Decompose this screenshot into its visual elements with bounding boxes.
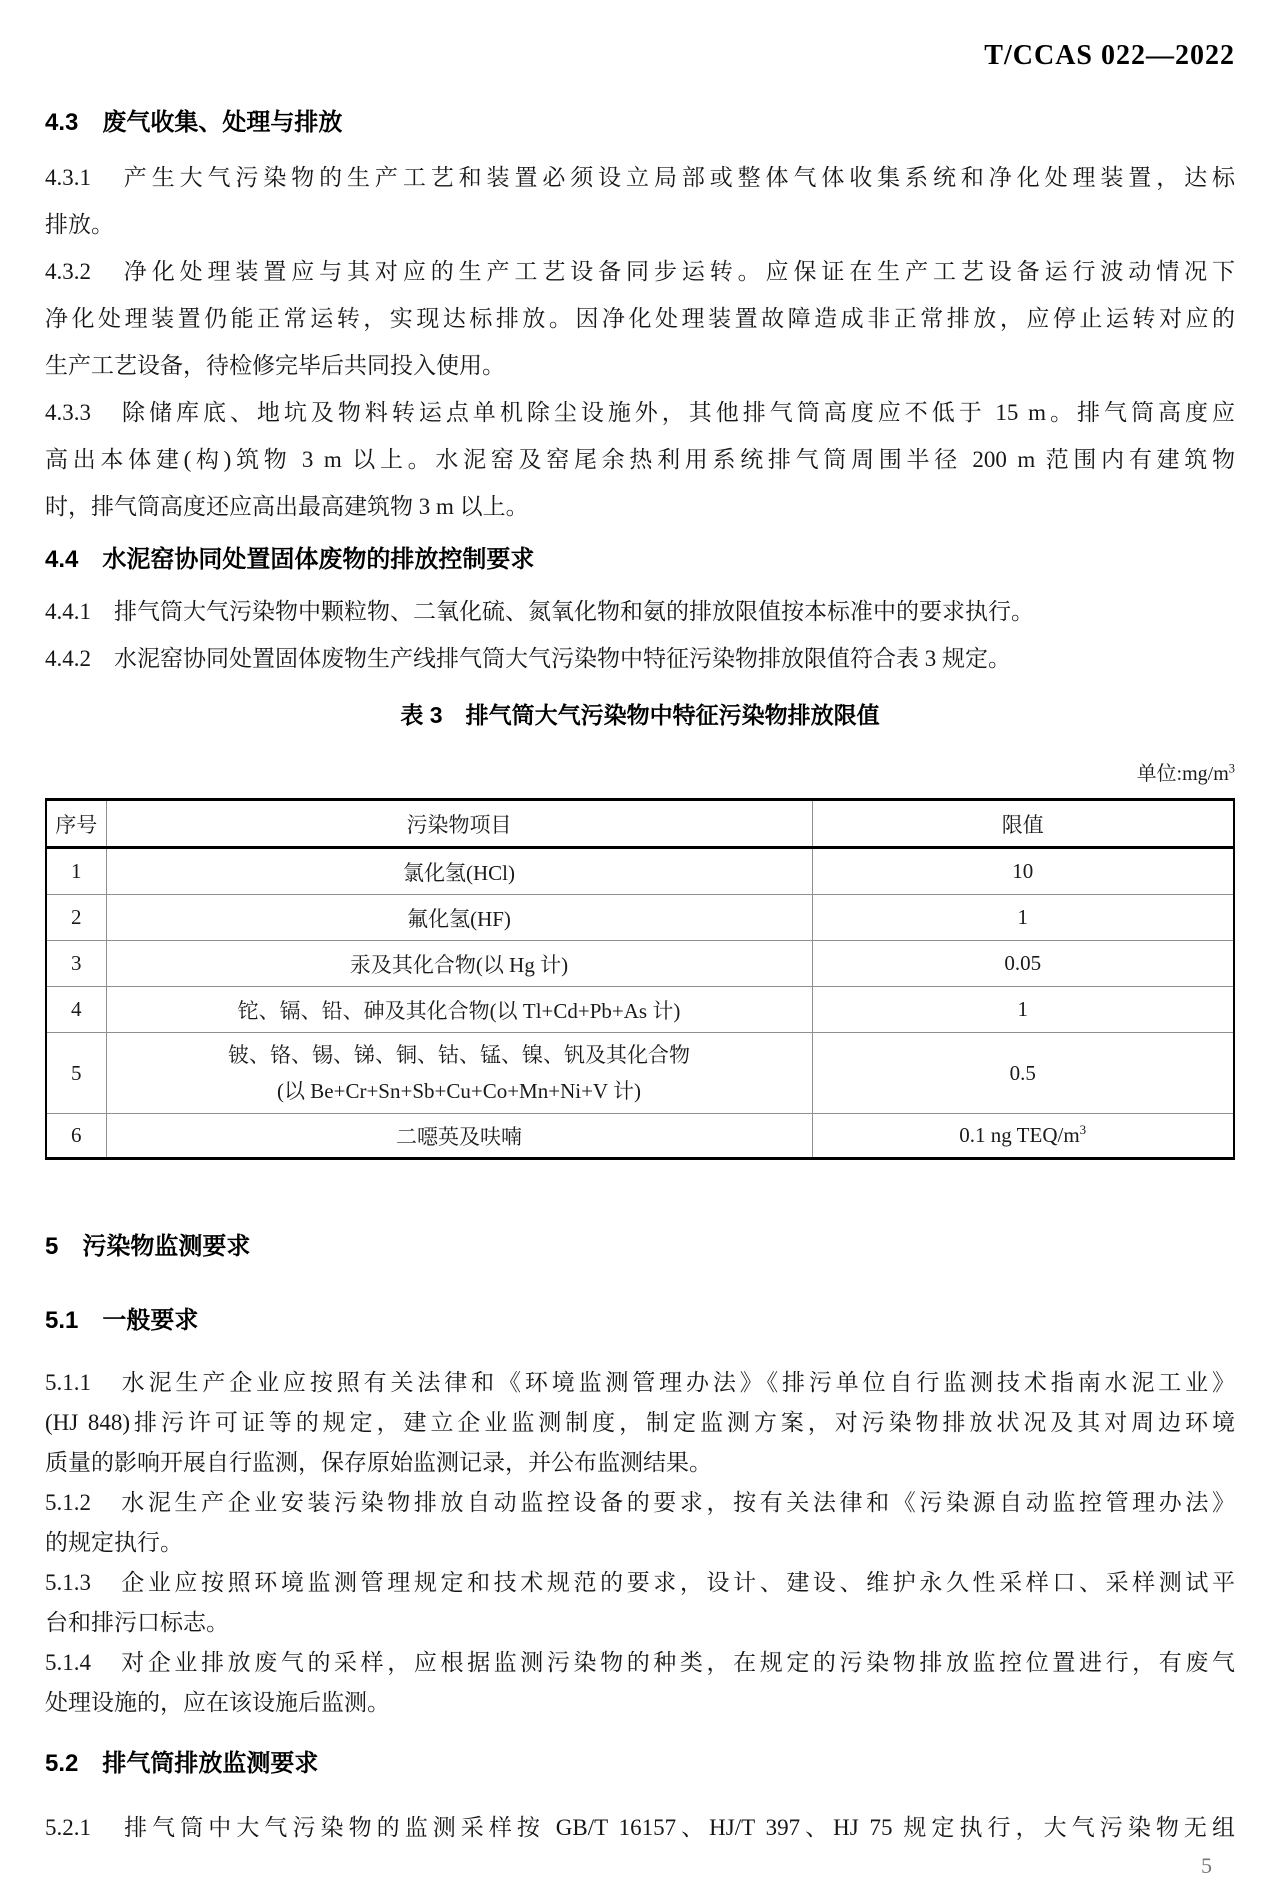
paragraph-4-3-1 (45, 154, 1235, 248)
cell-no: 4 (46, 987, 106, 1033)
text-line: 时，排气筒高度还应高出最高建筑物 3 m 以上。 (45, 494, 529, 519)
text-line: 5.1.1 水泥生产企业应按照有关法律和《环境监测管理办法》《排污单位自行监测技术指南水泥工业》 (45, 1370, 1235, 1395)
paragraph-4-4-2 (45, 635, 1235, 682)
text-line: 4.4.2 水泥窑协同处置固体废物生产线排气筒大气污染物中特征污染物排放限值符合表 3 规定。 (45, 646, 1011, 671)
item-line-1: 铍、铬、锡、锑、铜、钴、锰、镍、钒及其化合物 (228, 1043, 690, 1067)
paragraph-4-3-2 (45, 248, 1235, 389)
doc-code-header: T/CCAS 022—2022 (984, 40, 1235, 71)
cell-limit: 10 (812, 848, 1234, 895)
cell-no: 6 (46, 1114, 106, 1159)
table-row (46, 848, 1234, 895)
limit-superscript: 3 (1079, 1122, 1087, 1137)
text-line: 排放。 (45, 212, 114, 237)
cell-limit: 0.5 (812, 1033, 1234, 1114)
table-row (46, 1033, 1234, 1114)
header-cell-no: 序号 (46, 800, 106, 848)
cell-item: 氟化氢(HF) (106, 895, 812, 941)
cell-limit (812, 1114, 1234, 1159)
text-line: 净化处理装置仍能正常运转，实现达标排放。因净化处理装置故障造成非正常排放，应停止运转对应的 (45, 306, 1235, 331)
unit-superscript: 3 (1228, 761, 1235, 776)
paragraph-4-4-1 (45, 588, 1235, 635)
text-line: 高出本体建(构)筑物 3 m 以上。水泥窑及窑尾余热利用系统排气筒周围半径 200 m 范围内有建筑物 (45, 447, 1235, 472)
limit-text: 0.1 ng TEQ/m (959, 1123, 1080, 1147)
text-line: 4.3.2 净化处理装置应与其对应的生产工艺设备同步运转。应保证在生产工艺设备运行波动情况下 (45, 259, 1235, 284)
paragraph-5-1-2 (45, 1483, 1235, 1563)
heading-5-1: 5.1 一般要求 (45, 1307, 199, 1334)
heading-4-4: 4.4 水泥窑协同处置固体废物的排放控制要求 (45, 546, 535, 573)
cell-no: 2 (46, 895, 106, 941)
header-cell-item: 污染物项目 (106, 800, 812, 848)
item-line-2: (以 Be+Cr+Sn+Sb+Cu+Co+Mn+Ni+V 计) (277, 1079, 641, 1103)
text-line: 5.1.4 对企业排放废气的采样，应根据监测污染物的种类，在规定的污染物排放监控位置进行，有废气 (45, 1650, 1235, 1675)
paragraph-5-2-1 (45, 1808, 1235, 1848)
text-line: 的规定执行。 (45, 1530, 183, 1555)
text-line: 4.3.1 产生大气污染物的生产工艺和装置必须设立局部或整体气体收集系统和净化处理装置，达标 (45, 165, 1235, 190)
paragraph-5-1-4 (45, 1643, 1235, 1723)
text-line: 处理设施的，应在该设施后监测。 (45, 1690, 390, 1715)
cell-item (106, 1033, 812, 1114)
text-line: 5.1.3 企业应按照环境监测管理规定和技术规范的要求，设计、建设、维护永久性采样口、采样测试平 (45, 1570, 1235, 1595)
unit-text: 单位:mg/m (1136, 763, 1229, 785)
heading-5-2: 5.2 排气筒排放监测要求 (45, 1750, 319, 1777)
table-row (46, 941, 1234, 987)
page-number: 5 (1201, 1853, 1212, 1878)
cell-item: 汞及其化合物(以 Hg 计) (106, 941, 812, 987)
text-line: 5.2.1 排气筒中大气污染物的监测采样按 GB/T 16157、HJ/T 397、HJ 75 规定执行，大气污染物无组 (45, 1815, 1235, 1840)
table-row (46, 987, 1234, 1033)
cell-no: 3 (46, 941, 106, 987)
text-line: 4.4.1 排气筒大气污染物中颗粒物、二氧化硫、氮氧化物和氨的排放限值按本标准中的要求执行。 (45, 599, 1034, 624)
table-header-row (46, 800, 1234, 848)
table-row (46, 1114, 1234, 1159)
paragraph-5-1-3 (45, 1563, 1235, 1643)
table3-unit-label (45, 760, 1235, 788)
text-line: 5.1.2 水泥生产企业安装污染物排放自动监控设备的要求，按有关法律和《污染源自动监控管理办法》 (45, 1490, 1235, 1515)
paragraph-4-3-3 (45, 389, 1235, 530)
cell-item: 铊、镉、铅、砷及其化合物(以 Tl+Cd+Pb+As 计) (106, 987, 812, 1033)
cell-limit: 1 (812, 895, 1234, 941)
paragraph-5-1-1 (45, 1363, 1235, 1483)
cell-no: 1 (46, 848, 106, 895)
text-line: 4.3.3 除储库底、地坑及物料转运点单机除尘设施外，其他排气筒高度应不低于 15 m。排气筒高度应 (45, 400, 1235, 425)
text-line: (HJ 848)排污许可证等的规定，建立企业监测制度，制定监测方案，对污染物排放状况及其对周边环境 (45, 1410, 1235, 1435)
text-line: 生产工艺设备，待检修完毕后共同投入使用。 (45, 353, 505, 378)
cell-limit: 0.05 (812, 941, 1234, 987)
text-line: 质量的影响开展自行监测，保存原始监测记录，并公布监测结果。 (45, 1450, 712, 1475)
cell-item: 二噁英及呋喃 (106, 1114, 812, 1159)
cell-no: 5 (46, 1033, 106, 1114)
table-row (46, 895, 1234, 941)
cell-limit: 1 (812, 987, 1234, 1033)
table3-title: 表 3 排气筒大气污染物中特征污染物排放限值 (400, 702, 880, 728)
heading-4-3: 4.3 废气收集、处理与排放 (45, 109, 343, 136)
heading-5: 5 污染物监测要求 (45, 1233, 251, 1260)
header-cell-limit: 限值 (812, 800, 1234, 848)
text-line: 台和排污口标志。 (45, 1610, 229, 1635)
table3-limits-table (45, 798, 1235, 1160)
cell-item: 氯化氢(HCl) (106, 848, 812, 895)
